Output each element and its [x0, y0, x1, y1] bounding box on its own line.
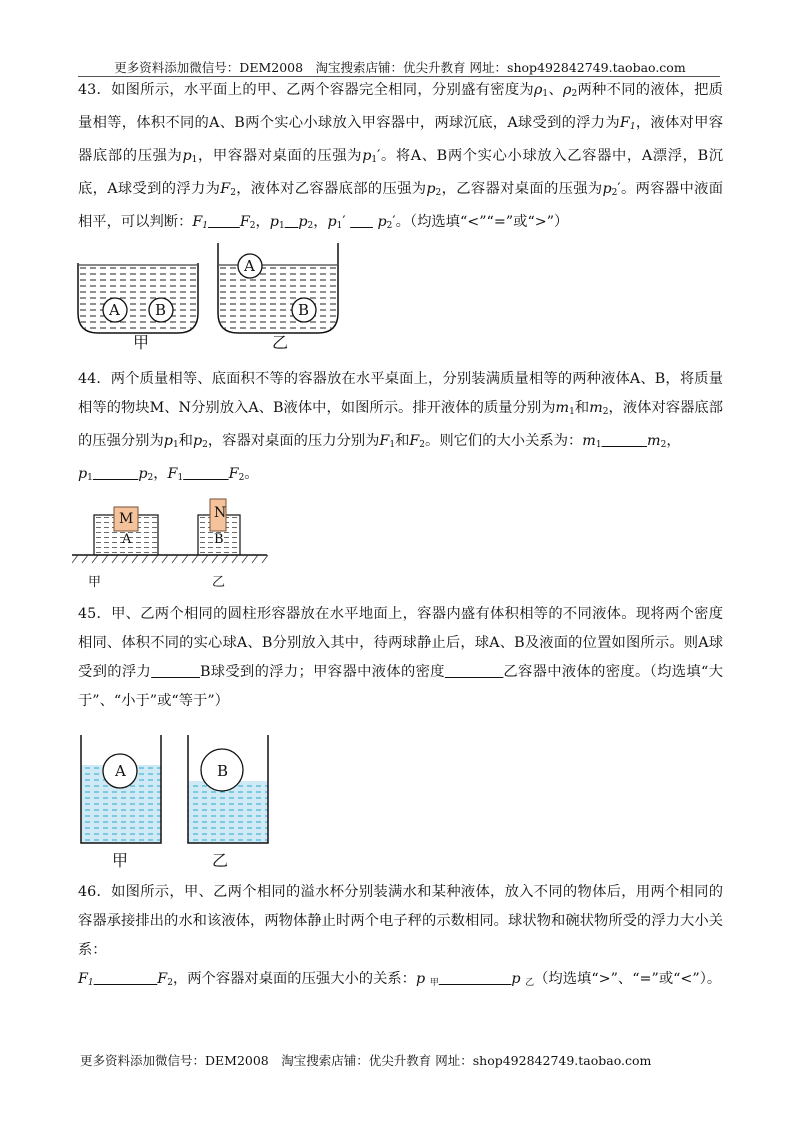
block-n-label: N — [214, 505, 227, 521]
liquid-a-label: A — [122, 532, 132, 547]
ball-a-label: A — [115, 762, 126, 780]
question-46: 46．如图所示，甲、乙两个相同的溢水杯分别装满水和某种液体，放入不同的物体后，用两个相同的容器承接排出的水和该液体，两物体静止时两个电子秤的示数相同。球状物和碗状物所受的浮力大小关系： $F_1$ $F_2$，两个容器对桌面的压强大小的关系：p $_甲$ p $_乙$（均选填“>”、“=”或“<”）。 — [78, 884, 723, 988]
ball-a-label: A — [244, 257, 255, 275]
page-header: 更多资料添加微信号：DEM2008 淘宝搜索店铺：优尖升教育 网址：shop492842749.taobao.com — [114, 60, 686, 75]
question-44: 44．两个质量相等、底面积不等的容器放在水平桌面上，分别装满质量相等的两种液体A、B，将质量相等的物块M、N分别放入A、B液体中，如图所示。排开液体的质量分别为$m_1$和$m_2$，液体对容器底部的压强分别为$p_1$和$p_2$，容器对桌面的压力分别为$F_1$和$F_2$。则它们的大小关系为：$m_1$ $m_2$， $p_1$ $p_2$，$F_1$ $F_2$。 — [78, 371, 724, 483]
container-yi — [218, 243, 338, 333]
ball-b-label: B — [155, 301, 167, 319]
q45-number: 45． — [78, 606, 112, 622]
q43-number: 43． — [78, 82, 112, 98]
question-45: 45．甲、乙两个相同的圆柱形容器放在水平地面上，容器内盛有体积相等的不同液体。现将两个密度相同、体积不同的实心球A、B分别放入其中，待两球静止后，球A、B及液面的位置如图所示。则A球受到的浮力 B球受到的浮力；甲容器中液体的密度 乙容器中液体的密度。（均选填“大于”、“小于”或“等于”） — [78, 606, 723, 709]
figure-45 — [76, 735, 276, 847]
question-43: 43．如图所示，水平面上的甲、乙两个容器完全相同，分别盛有密度为$\rho_1$、$\rho_2$两种不同的液体，把质量相等，体积不同的A、B两个实心小球放入甲容器中，两球沉底，A球受到的浮力为$F_1$，液体对甲容器底部的压强为$p_1$，甲容器对桌面的压强为$p_1'$。将A、B两个实心小球放入乙容器中，A漂浮，B沉底，A球受到的浮力为$F_2$，液体对乙容器底部的压强为$p_2$，乙容器对桌面的压强为$p_2'$。两容器中液面相平，可以判断：$F_1$ $F_2$，$p_1$ $p_2$，$p_1'$ $p_2'$。（均选填“<”“=”或“>”） — [78, 82, 724, 231]
container-jia — [81, 735, 161, 843]
ball-b-label: B — [217, 762, 229, 780]
ball-b-label: B — [298, 301, 310, 319]
fig44-yi-caption: 乙 — [212, 575, 226, 590]
page-footer: 更多资料添加微信号：DEM2008 淘宝搜索店铺：优尖升教育 网址：shop492842749.taobao.com — [80, 1053, 652, 1068]
figure-44 — [72, 495, 272, 570]
fig44-jia-caption: 甲 — [88, 575, 102, 590]
fig45-yi-caption: 乙 — [212, 851, 229, 870]
block-m-label: M — [119, 511, 134, 527]
liquid-b-label: B — [214, 532, 224, 547]
q44-number: 44． — [78, 371, 111, 387]
container-jia — [78, 263, 198, 333]
fig45-jia-caption: 甲 — [112, 851, 129, 870]
container-yi — [188, 735, 268, 843]
ball-a-label: A — [109, 301, 120, 319]
figure-43 — [70, 235, 360, 355]
fig43-jia-caption: 甲 — [133, 333, 150, 352]
q46-number: 46． — [78, 884, 112, 900]
fig43-yi-caption: 乙 — [272, 333, 289, 352]
